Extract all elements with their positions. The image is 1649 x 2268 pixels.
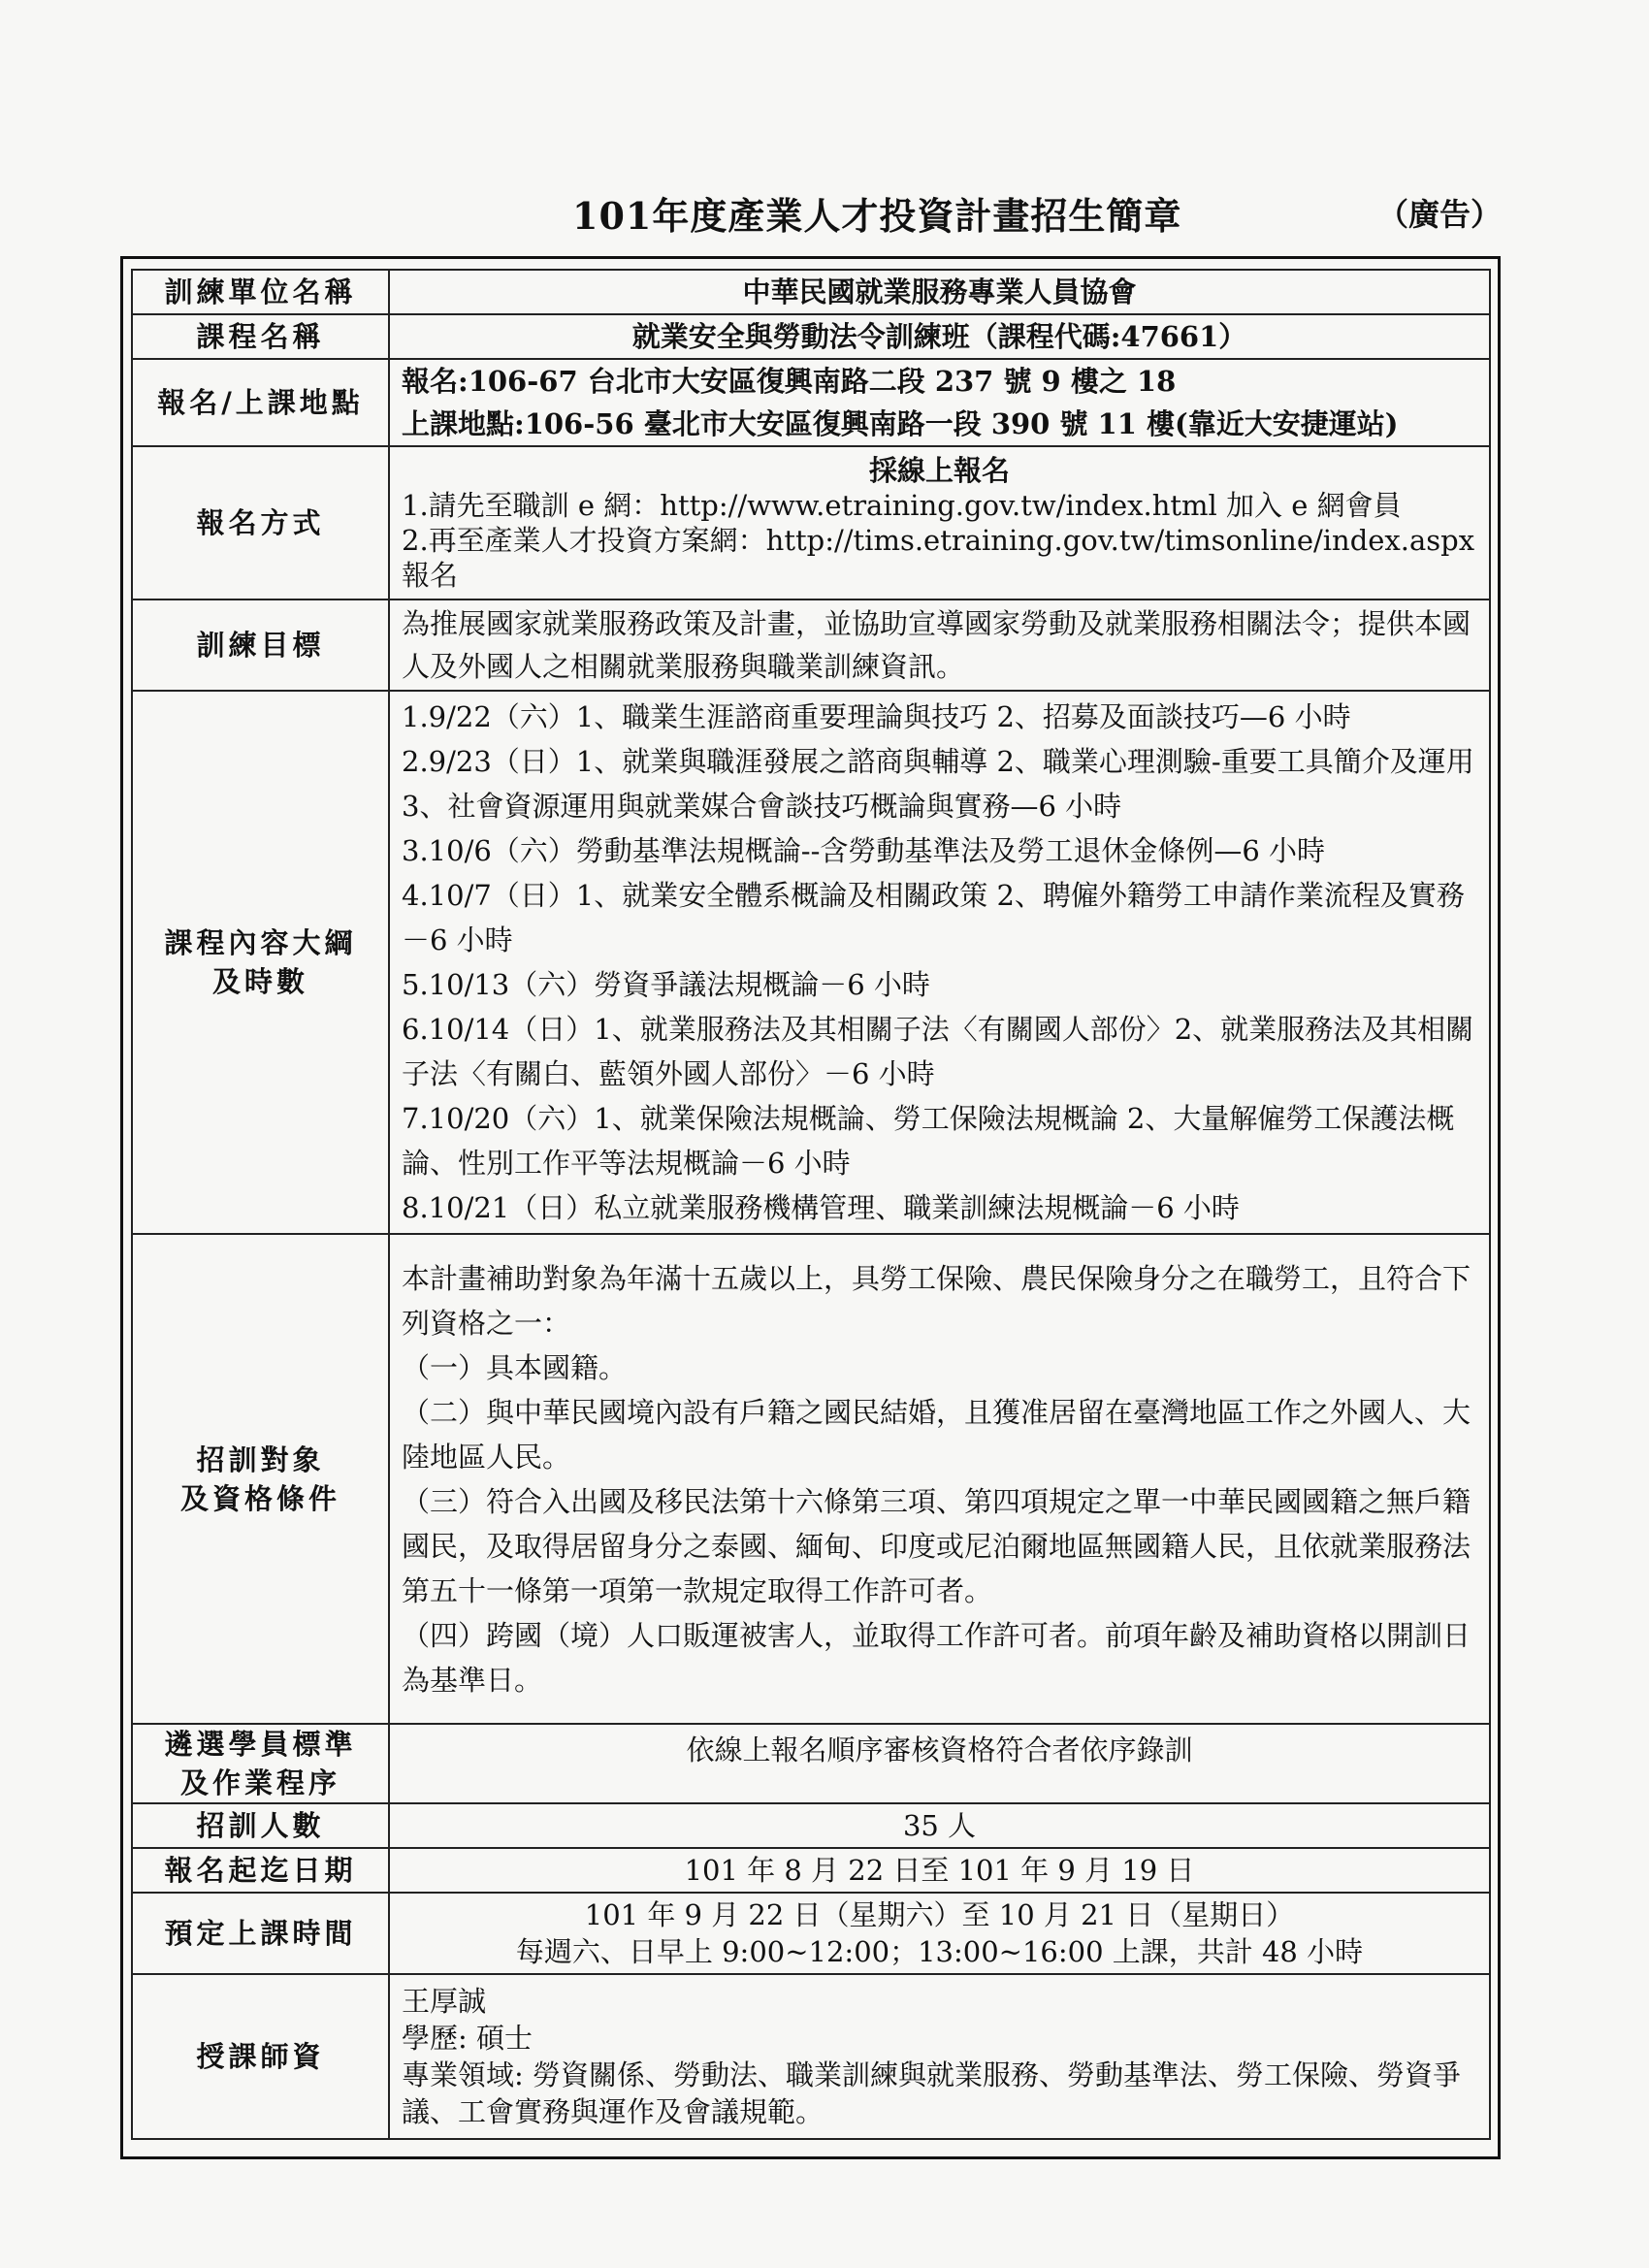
registration-heading: 採線上報名 [868, 454, 1010, 487]
outline-item: 6.10/14（日）1、就業服務法及其相關子法〈有關國人部份〉2、就業服務法及其相關子法〈有關白、藍領外國人部份〉－6 小時 [402, 1013, 1474, 1090]
label-quota: 招訓人數 [132, 1803, 389, 1848]
value-instructor [389, 1974, 1490, 2139]
row-outline [132, 691, 1490, 1234]
info-table [131, 269, 1491, 2140]
label-location: 報名/上課地點 [132, 359, 389, 446]
row-location [132, 359, 1490, 446]
document-title: 101年度產業人才投資計畫招生簡章 [572, 194, 1182, 238]
label-instructor: 授課師資 [132, 1974, 389, 2139]
label-reg-period: 報名起迄日期 [132, 1848, 389, 1893]
row-quota [132, 1803, 1490, 1848]
label-outline [132, 691, 389, 1234]
row-goal [132, 599, 1490, 691]
outline-item: 3.10/6（六）勞動基準法規概論--含勞動基準法及勞工退休金條例—6 小時 [402, 834, 1326, 867]
eligibility-item: （三）符合入出國及移民法第十六條第三項、第四項規定之單一中華民國國籍之無戶籍國民，及取得居留身分之泰國、緬甸、印度或尼泊爾地區無國籍人民，且依就業服務法第五十一條第一項第一款規定取得工作許可者。 [402, 1484, 1471, 1607]
value-reg-period: 101 年 8 月 22 日至 101 年 9 月 19 日 [389, 1848, 1490, 1893]
label-eligibility-line2: 及資格條件 [179, 1481, 340, 1515]
outer-frame [120, 256, 1501, 2159]
eligibility-item: （一）具本國籍。 [402, 1350, 628, 1384]
outline-item: 5.10/13（六）勞資爭議法規概論－6 小時 [402, 968, 930, 1001]
label-outline-line1: 課程內容大綱 [164, 926, 357, 959]
label-goal: 訓練目標 [132, 599, 389, 691]
schedule-dates: 101 年 9 月 22 日（星期六）至 10 月 21 日（星期日） [584, 1898, 1295, 1931]
label-org: 訓練單位名稱 [132, 270, 389, 314]
label-outline-line2: 及時數 [211, 965, 308, 998]
title-row [0, 186, 1649, 244]
outline-item: 1.9/22（六）1、職業生涯諮商重要理論與技巧 2、招募及面談技巧—6 小時 [402, 700, 1351, 733]
label-eligibility [132, 1234, 389, 1724]
registration-step-2: 2.再至產業人才投資方案網：http://tims.etraining.gov.tw/timsonline/index.aspx 報名 [402, 524, 1475, 592]
eligibility-item: 本計畫補助對象為年滿十五歲以上，具勞工保險、農民保險身分之在職勞工，且符合下列資格之一： [402, 1261, 1471, 1340]
registration-address: 報名:106-67 台北市大安區復興南路二段 237 號 9 樓之 18 [402, 365, 1177, 398]
label-schedule: 預定上課時間 [132, 1893, 389, 1974]
class-address: 上課地點:106-56 臺北市大安區復興南路一段 390 號 11 樓(靠近大安捷運站) [402, 407, 1399, 440]
value-eligibility [389, 1234, 1490, 1724]
instructor-expertise: 專業領域: 勞資關係、勞動法、職業訓練與就業服務、勞動基準法、勞工保險、勞資爭議、工會實務與運作及會議規範。 [402, 2058, 1461, 2128]
instructor-name: 王厚誠 [402, 1985, 487, 2018]
row-reg-period [132, 1848, 1490, 1893]
row-course [132, 314, 1490, 359]
outline-item: 2.9/23（日）1、就業與職涯發展之諮商與輔導 2、職業心理測驗-重要工具簡介及運用 3、社會資源運用與就業媒合會談技巧概論與實務—6 小時 [402, 745, 1474, 823]
row-schedule [132, 1893, 1490, 1974]
registration-step-1: 1.請先至職訓 e 網：http://www.etraining.gov.tw/index.html 加入 e 網會員 [402, 489, 1402, 522]
row-eligibility [132, 1234, 1490, 1724]
label-course: 課程名稱 [132, 314, 389, 359]
label-selection [132, 1724, 389, 1803]
ad-tag: （廣告） [1377, 196, 1503, 233]
value-outline [389, 691, 1490, 1234]
outline-item: 7.10/20（六）1、就業保險法規概論、勞工保險法規概論 2、大量解僱勞工保護法概論、性別工作平等法規概論－6 小時 [402, 1102, 1455, 1180]
value-location [389, 359, 1490, 446]
eligibility-item: （二）與中華民國境內設有戶籍之國民結婚，且獲准居留在臺灣地區工作之外國人、大陸地區人民。 [402, 1395, 1471, 1474]
label-selection-line1: 遴選學員標準 [164, 1728, 357, 1761]
instructor-education: 學歷: 碩士 [402, 2022, 533, 2055]
value-quota: 35 人 [389, 1803, 1490, 1848]
outline-item: 8.10/21（日）私立就業服務機構管理、職業訓練法規概論－6 小時 [402, 1191, 1240, 1224]
row-org [132, 270, 1490, 314]
value-registration [389, 446, 1490, 599]
value-selection: 依線上報名順序審核資格符合者依序錄訓 [389, 1724, 1490, 1803]
schedule-hours: 每週六、日早上 9:00~12:00；13:00~16:00 上課，共計 48 小時 [515, 1935, 1364, 1968]
value-goal: 為推展國家就業服務政策及計畫，並協助宣導國家勞動及就業服務相關法令；提供本國人及外國人之相關就業服務與職業訓練資訊。 [389, 599, 1490, 691]
label-registration: 報名方式 [132, 446, 389, 599]
row-registration [132, 446, 1490, 599]
eligibility-item: （四）跨國（境）人口販運被害人，並取得工作許可者。前項年齡及補助資格以開訓日為基準日。 [402, 1618, 1471, 1697]
label-eligibility-line1: 招訓對象 [196, 1442, 325, 1476]
row-instructor [132, 1974, 1490, 2139]
label-selection-line2: 及作業程序 [179, 1766, 340, 1799]
value-schedule [389, 1893, 1490, 1974]
value-course: 就業安全與勞動法令訓練班（課程代碼:47661） [389, 314, 1490, 359]
outline-item: 4.10/7（日）1、就業安全體系概論及相關政策 2、聘僱外籍勞工申請作業流程及實務－6 小時 [402, 879, 1465, 956]
value-org: 中華民國就業服務專業人員協會 [389, 270, 1490, 314]
row-selection [132, 1724, 1490, 1803]
